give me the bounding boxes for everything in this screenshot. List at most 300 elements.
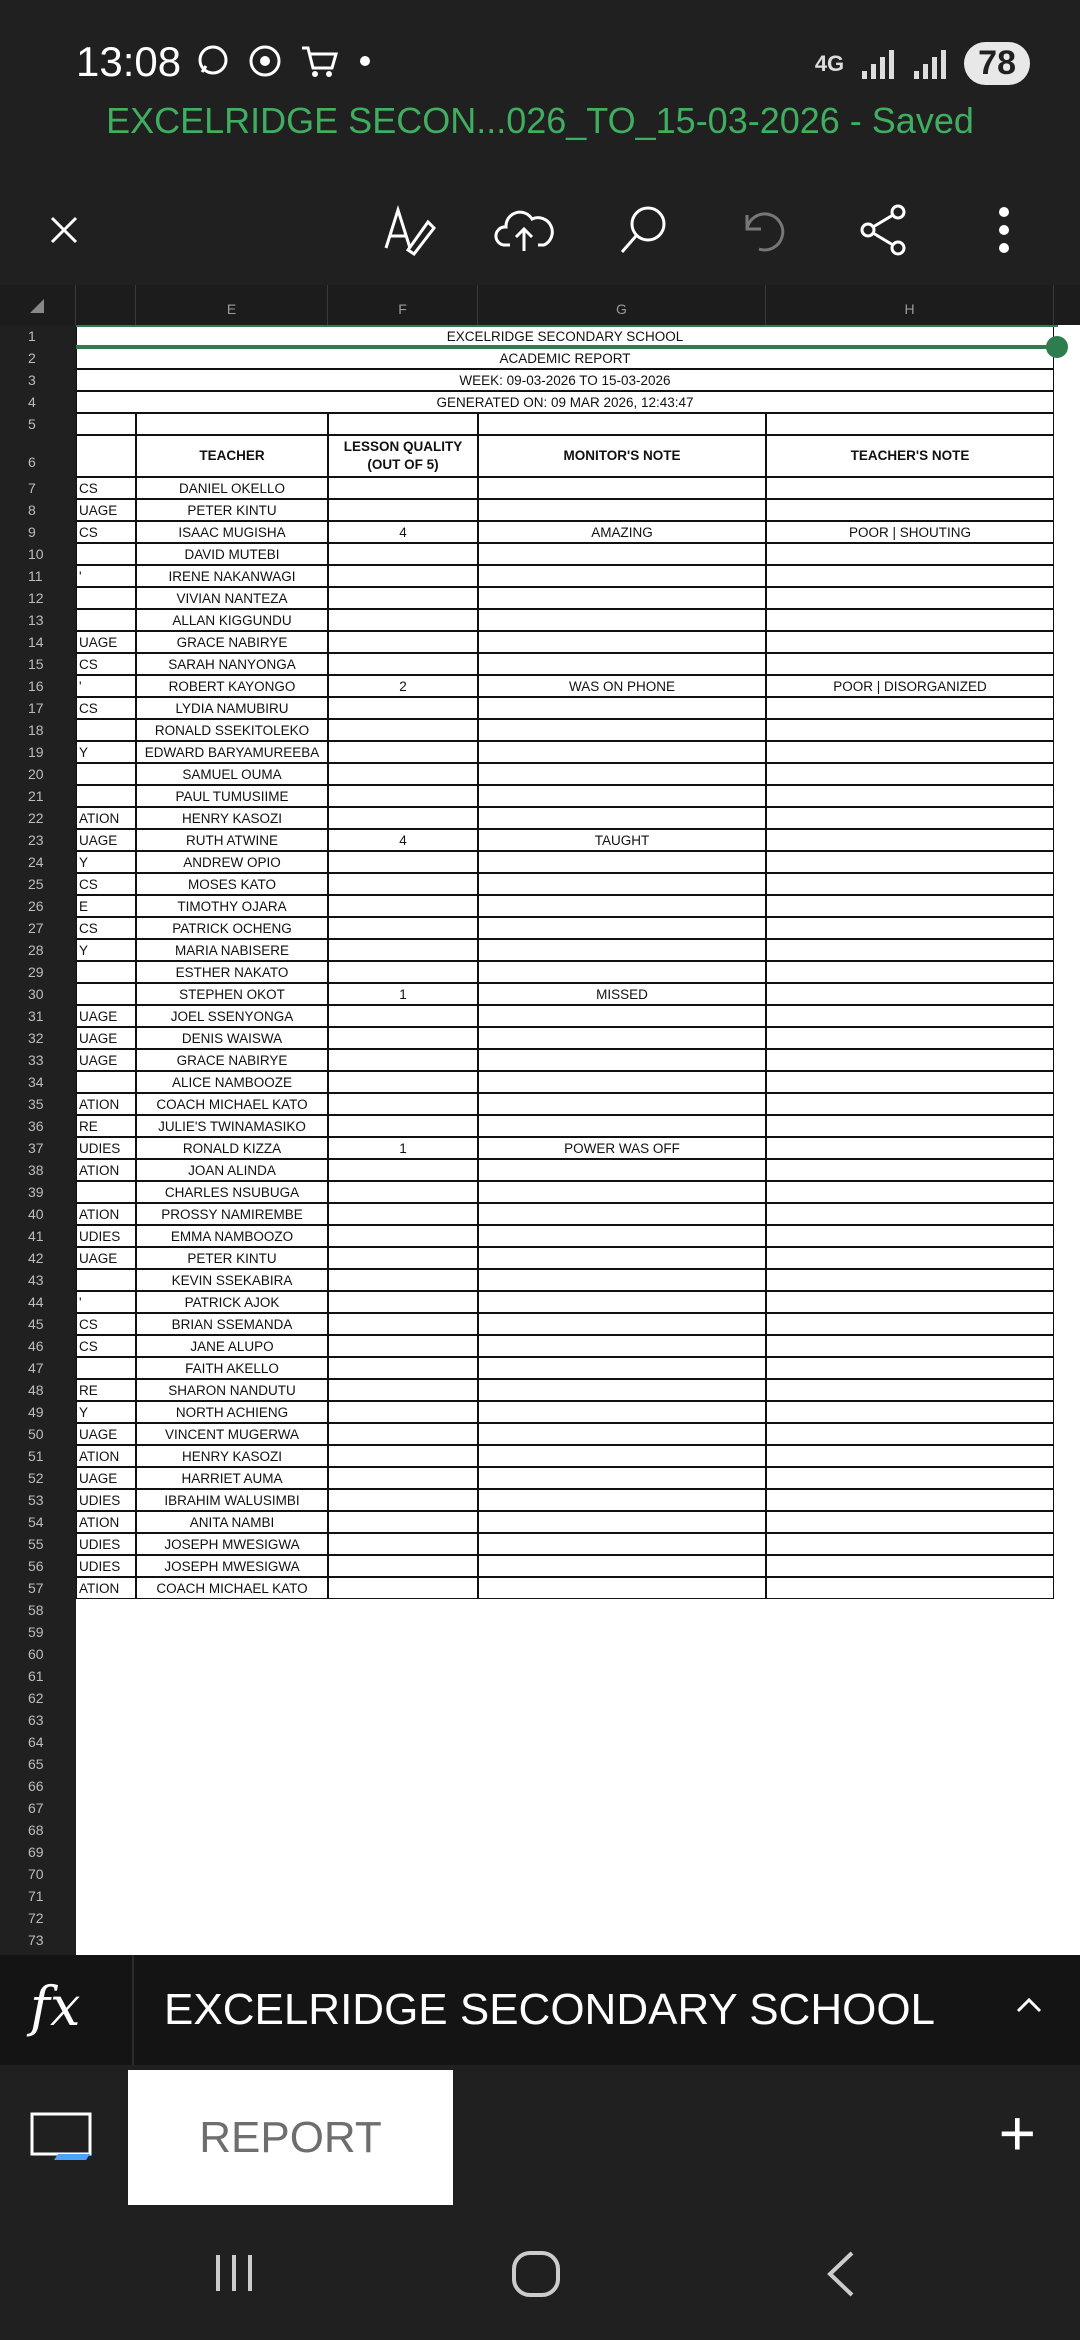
cell-subject[interactable] [76, 1071, 136, 1093]
cell-teacher-note[interactable] [766, 873, 1054, 895]
cell-teacher[interactable]: VIVIAN NANTEZA [136, 587, 328, 609]
cell-teacher-note[interactable] [766, 807, 1054, 829]
row-header[interactable]: 66 [28, 1778, 44, 1794]
cell-lesson-quality[interactable] [328, 1467, 478, 1489]
cell-teacher[interactable]: PATRICK OCHENG [136, 917, 328, 939]
cell-teacher-note[interactable] [766, 1137, 1054, 1159]
row-header[interactable]: 19 [28, 744, 44, 760]
cell-monitor-note[interactable] [478, 1247, 766, 1269]
cell-teacher-note[interactable] [766, 917, 1054, 939]
cell-subject[interactable] [76, 609, 136, 631]
cell-subject[interactable] [76, 587, 136, 609]
search-button[interactable] [604, 190, 684, 270]
row-header[interactable]: 29 [28, 964, 44, 980]
row-header[interactable]: 34 [28, 1074, 44, 1090]
cell-teacher[interactable]: IBRAHIM WALUSIMBI [136, 1489, 328, 1511]
cell-empty[interactable] [76, 413, 136, 435]
cell-subject[interactable]: CS [76, 697, 136, 719]
column-header-f[interactable]: F [328, 285, 478, 325]
cell-teacher[interactable]: NORTH ACHIENG [136, 1401, 328, 1423]
sheets-view-icon[interactable] [30, 2110, 94, 2166]
cell-monitor-note[interactable] [478, 1159, 766, 1181]
row-header[interactable]: 17 [28, 700, 44, 716]
row-header[interactable]: 64 [28, 1734, 44, 1750]
cell-lesson-quality[interactable] [328, 1071, 478, 1093]
cell-teacher-note[interactable] [766, 961, 1054, 983]
cell-teacher[interactable]: JOAN ALINDA [136, 1159, 328, 1181]
cell-subject[interactable] [76, 543, 136, 565]
cell-subject[interactable]: Y [76, 851, 136, 873]
cell-monitor-note[interactable] [478, 1225, 766, 1247]
row-header[interactable]: 65 [28, 1756, 44, 1772]
cell-teacher-note[interactable] [766, 1511, 1054, 1533]
cell-teacher[interactable]: PROSSY NAMIREMBE [136, 1203, 328, 1225]
cell-monitor-note[interactable] [478, 1291, 766, 1313]
cell-lesson-quality[interactable] [328, 587, 478, 609]
cell-lesson-quality[interactable] [328, 1093, 478, 1115]
cell-teacher-note[interactable] [766, 1093, 1054, 1115]
sheet-tab-report[interactable]: REPORT [128, 2070, 453, 2205]
row-header[interactable]: 37 [28, 1140, 44, 1156]
cell-teacher-note[interactable] [766, 1071, 1054, 1093]
cell-monitor-note[interactable] [478, 499, 766, 521]
cell-monitor-note[interactable]: WAS ON PHONE [478, 675, 766, 697]
row-header[interactable]: 23 [28, 832, 44, 848]
cell-subject[interactable]: RE [76, 1379, 136, 1401]
selection-handle[interactable] [1046, 336, 1068, 358]
row-header[interactable]: 33 [28, 1052, 44, 1068]
cell-teacher[interactable]: SARAH NANYONGA [136, 653, 328, 675]
cell-lesson-quality[interactable] [328, 499, 478, 521]
cell-subject[interactable]: Y [76, 939, 136, 961]
cell-subject[interactable]: CS [76, 1313, 136, 1335]
cell-subject[interactable]: ATION [76, 1159, 136, 1181]
row-header[interactable]: 52 [28, 1470, 44, 1486]
cell-subject[interactable]: ' [76, 565, 136, 587]
cell-monitor-note[interactable] [478, 917, 766, 939]
cell-lesson-quality[interactable] [328, 1357, 478, 1379]
row-header[interactable]: 58 [28, 1602, 44, 1618]
cell-lesson-quality[interactable] [328, 1181, 478, 1203]
cell-monitor-note[interactable] [478, 631, 766, 653]
cell-teacher[interactable]: KEVIN SSEKABIRA [136, 1269, 328, 1291]
cell-subject[interactable]: ATION [76, 1577, 136, 1599]
cell-teacher-note[interactable] [766, 1379, 1054, 1401]
cell-subject[interactable]: ' [76, 1291, 136, 1313]
row-header[interactable]: 30 [28, 986, 44, 1002]
cell-monitor-note[interactable] [478, 1335, 766, 1357]
cell-monitor-note[interactable] [478, 1401, 766, 1423]
cell-lesson-quality[interactable] [328, 939, 478, 961]
cell-monitor-note[interactable] [478, 1467, 766, 1489]
cell-subject[interactable]: UAGE [76, 1467, 136, 1489]
cell-subject[interactable]: UAGE [76, 499, 136, 521]
row-header[interactable]: 47 [28, 1360, 44, 1376]
cell-teacher[interactable]: RONALD SSEKITOLEKO [136, 719, 328, 741]
cell-teacher-note[interactable] [766, 499, 1054, 521]
cell-teacher[interactable]: CHARLES NSUBUGA [136, 1181, 328, 1203]
row-header[interactable]: 11 [28, 568, 43, 584]
cell-monitor-note[interactable]: TAUGHT [478, 829, 766, 851]
row-header[interactable]: 50 [28, 1426, 44, 1442]
cell-teacher[interactable]: DENIS WAISWA [136, 1027, 328, 1049]
column-header-h[interactable]: H [766, 285, 1054, 325]
cell-empty[interactable] [328, 413, 478, 435]
cell-teacher[interactable]: JOSEPH MWESIGWA [136, 1555, 328, 1577]
cell-teacher-note[interactable] [766, 543, 1054, 565]
cell-teacher[interactable]: ROBERT KAYONGO [136, 675, 328, 697]
cell-lesson-quality[interactable] [328, 1445, 478, 1467]
cell-teacher-note[interactable] [766, 609, 1054, 631]
cell-report-title[interactable]: ACADEMIC REPORT [76, 347, 1054, 369]
cell-monitor-note[interactable] [478, 1533, 766, 1555]
cell-teacher[interactable]: HARRIET AUMA [136, 1467, 328, 1489]
cell-teacher-note[interactable] [766, 1445, 1054, 1467]
cell-teacher[interactable]: PETER KINTU [136, 499, 328, 521]
cell-subject[interactable]: UAGE [76, 1423, 136, 1445]
cell-subject[interactable]: UAGE [76, 829, 136, 851]
cell-lesson-quality[interactable] [328, 895, 478, 917]
cell-lesson-quality[interactable] [328, 1005, 478, 1027]
cell-monitor-note[interactable] [478, 587, 766, 609]
cell-teacher-note[interactable] [766, 1533, 1054, 1555]
header-subject-partial[interactable] [76, 435, 136, 477]
cell-monitor-note[interactable] [478, 1379, 766, 1401]
cell-lesson-quality[interactable] [328, 1379, 478, 1401]
cell-subject[interactable]: CS [76, 873, 136, 895]
cell-teacher[interactable]: IRENE NAKANWAGI [136, 565, 328, 587]
cell-lesson-quality[interactable] [328, 785, 478, 807]
more-button[interactable] [964, 190, 1044, 270]
row-header[interactable]: 53 [28, 1492, 44, 1508]
cell-teacher[interactable]: LYDIA NAMUBIRU [136, 697, 328, 719]
cell-subject[interactable] [76, 1181, 136, 1203]
row-header[interactable]: 71 [28, 1888, 44, 1904]
cell-subject[interactable] [76, 1269, 136, 1291]
row-header[interactable]: 16 [28, 678, 44, 694]
recent-apps-icon[interactable] [212, 2251, 256, 2295]
cell-teacher-note[interactable] [766, 1181, 1054, 1203]
chevron-up-icon[interactable] [1014, 1995, 1044, 2015]
row-header[interactable]: 67 [28, 1800, 44, 1816]
cell-teacher[interactable]: FAITH AKELLO [136, 1357, 328, 1379]
cell-lesson-quality[interactable] [328, 1159, 478, 1181]
cell-lesson-quality[interactable] [328, 1313, 478, 1335]
cell-subject[interactable] [76, 719, 136, 741]
cell-teacher[interactable]: DANIEL OKELLO [136, 477, 328, 499]
cell-lesson-quality[interactable] [328, 961, 478, 983]
cell-monitor-note[interactable] [478, 1577, 766, 1599]
spreadsheet[interactable] [0, 285, 1080, 1955]
cell-subject[interactable] [76, 763, 136, 785]
cell-teacher-note[interactable] [766, 741, 1054, 763]
row-header[interactable]: 45 [28, 1316, 44, 1332]
row-header[interactable]: 14 [28, 634, 44, 650]
cell-teacher-note[interactable] [766, 477, 1054, 499]
column-header-d-tail[interactable] [76, 285, 136, 325]
cell-lesson-quality[interactable] [328, 1555, 478, 1577]
cell-teacher-note[interactable] [766, 1313, 1054, 1335]
cell-subject[interactable]: ATION [76, 1203, 136, 1225]
cell-lesson-quality[interactable]: 4 [328, 829, 478, 851]
cell-subject[interactable]: CS [76, 1335, 136, 1357]
header-teacher-note[interactable]: TEACHER'S NOTE [766, 435, 1054, 477]
cell-empty[interactable] [136, 413, 328, 435]
cell-monitor-note[interactable] [478, 873, 766, 895]
cell-teacher-note[interactable] [766, 1423, 1054, 1445]
header-lesson-quality[interactable]: LESSON QUALITY (OUT OF 5) [328, 435, 478, 477]
cell-monitor-note[interactable] [478, 543, 766, 565]
row-header[interactable]: 38 [28, 1162, 44, 1178]
cell-teacher[interactable]: ISAAC MUGISHA [136, 521, 328, 543]
cell-subject[interactable]: Y [76, 1401, 136, 1423]
cell-lesson-quality[interactable] [328, 1577, 478, 1599]
cell-teacher[interactable]: ESTHER NAKATO [136, 961, 328, 983]
cell-teacher[interactable]: HENRY KASOZI [136, 1445, 328, 1467]
row-header[interactable]: 8 [28, 502, 36, 518]
cell-teacher-note[interactable] [766, 1159, 1054, 1181]
cell-teacher[interactable]: EDWARD BARYAMUREEBA [136, 741, 328, 763]
cell-lesson-quality[interactable] [328, 1401, 478, 1423]
home-icon[interactable] [510, 2249, 562, 2299]
cell-subject[interactable]: ATION [76, 807, 136, 829]
cell-monitor-note[interactable] [478, 1489, 766, 1511]
row-header[interactable]: 12 [28, 590, 44, 606]
cell-lesson-quality[interactable]: 1 [328, 1137, 478, 1159]
cell-monitor-note[interactable] [478, 763, 766, 785]
cell-teacher-note[interactable] [766, 1247, 1054, 1269]
cell-subject[interactable]: UAGE [76, 631, 136, 653]
row-header[interactable]: 60 [28, 1646, 44, 1662]
cell-teacher-note[interactable] [766, 1467, 1054, 1489]
cell-teacher-note[interactable] [766, 1291, 1054, 1313]
row-header[interactable]: 18 [28, 722, 44, 738]
cell-monitor-note[interactable] [478, 1357, 766, 1379]
cell-teacher-note[interactable] [766, 1357, 1054, 1379]
cell-teacher-note[interactable] [766, 829, 1054, 851]
cell-teacher-note[interactable] [766, 1489, 1054, 1511]
cell-teacher-note[interactable] [766, 1335, 1054, 1357]
cell-monitor-note[interactable] [478, 1423, 766, 1445]
cell-teacher-note[interactable] [766, 1005, 1054, 1027]
row-header[interactable]: 7 [28, 480, 36, 496]
cell-monitor-note[interactable] [478, 1269, 766, 1291]
cell-monitor-note[interactable] [478, 1093, 766, 1115]
cell-teacher[interactable]: ANDREW OPIO [136, 851, 328, 873]
cell-subject[interactable]: UAGE [76, 1005, 136, 1027]
cell-monitor-note[interactable] [478, 719, 766, 741]
cell-week[interactable]: WEEK: 09-03-2026 TO 15-03-2026 [76, 369, 1054, 391]
cell-monitor-note[interactable] [478, 785, 766, 807]
cell-teacher[interactable]: HENRY KASOZI [136, 807, 328, 829]
cell-subject[interactable]: CS [76, 917, 136, 939]
row-header[interactable]: 63 [28, 1712, 44, 1728]
row-header[interactable]: 72 [28, 1910, 44, 1926]
row-header[interactable]: 20 [28, 766, 44, 782]
cell-teacher-note[interactable] [766, 1115, 1054, 1137]
cell-subject[interactable]: ATION [76, 1445, 136, 1467]
cell-teacher-note[interactable] [766, 1203, 1054, 1225]
row-header[interactable]: 57 [28, 1580, 44, 1596]
row-header[interactable]: 59 [28, 1624, 44, 1640]
cell-monitor-note[interactable] [478, 1181, 766, 1203]
cell-teacher[interactable]: ANITA NAMBI [136, 1511, 328, 1533]
cell-teacher[interactable]: SAMUEL OUMA [136, 763, 328, 785]
row-header[interactable]: 49 [28, 1404, 44, 1420]
row-header[interactable]: 43 [28, 1272, 44, 1288]
cell-lesson-quality[interactable] [328, 741, 478, 763]
cell-lesson-quality[interactable] [328, 1049, 478, 1071]
cell-lesson-quality[interactable] [328, 1291, 478, 1313]
cell-teacher-note[interactable]: POOR | DISORGANIZED [766, 675, 1054, 697]
cell-lesson-quality[interactable] [328, 1247, 478, 1269]
cell-subject[interactable]: UDIES [76, 1225, 136, 1247]
cell-lesson-quality[interactable] [328, 697, 478, 719]
row-header[interactable]: 70 [28, 1866, 44, 1882]
cell-teacher[interactable]: PETER KINTU [136, 1247, 328, 1269]
row-header[interactable]: 27 [28, 920, 44, 936]
row-header[interactable]: 73 [28, 1932, 44, 1948]
cell-subject[interactable]: UDIES [76, 1555, 136, 1577]
cell-subject[interactable]: CS [76, 653, 136, 675]
cell-teacher[interactable]: GRACE NABIRYE [136, 1049, 328, 1071]
cell-lesson-quality[interactable] [328, 1027, 478, 1049]
cell-lesson-quality[interactable] [328, 1115, 478, 1137]
cell-lesson-quality[interactable] [328, 873, 478, 895]
column-header-g[interactable]: G [478, 285, 766, 325]
row-header[interactable]: 13 [28, 612, 44, 628]
cell-subject[interactable]: UDIES [76, 1137, 136, 1159]
cell-monitor-note[interactable] [478, 1511, 766, 1533]
draw-button[interactable] [368, 190, 448, 270]
cell-teacher[interactable]: JOEL SSENYONGA [136, 1005, 328, 1027]
cell-monitor-note[interactable] [478, 851, 766, 873]
cell-empty[interactable] [478, 413, 766, 435]
row-header[interactable]: 42 [28, 1250, 44, 1266]
cell-lesson-quality[interactable] [328, 477, 478, 499]
cell-teacher[interactable]: RONALD KIZZA [136, 1137, 328, 1159]
cell-teacher[interactable]: PATRICK AJOK [136, 1291, 328, 1313]
cell-teacher[interactable]: GRACE NABIRYE [136, 631, 328, 653]
row-header[interactable]: 5 [28, 416, 36, 432]
cell-teacher[interactable]: STEPHEN OKOT [136, 983, 328, 1005]
row-header[interactable]: 15 [28, 656, 44, 672]
cell-lesson-quality[interactable] [328, 917, 478, 939]
cell-subject[interactable]: CS [76, 521, 136, 543]
cell-subject[interactable]: UDIES [76, 1489, 136, 1511]
cell-subject[interactable]: E [76, 895, 136, 917]
cell-teacher-note[interactable] [766, 1027, 1054, 1049]
cell-teacher[interactable]: PAUL TUMUSIIME [136, 785, 328, 807]
cell-lesson-quality[interactable]: 4 [328, 521, 478, 543]
formula-input[interactable]: EXCELRIDGE SECONDARY SCHOOL [164, 1985, 936, 2034]
row-header[interactable]: 26 [28, 898, 44, 914]
upload-button[interactable] [484, 190, 564, 270]
cell-lesson-quality[interactable] [328, 1269, 478, 1291]
row-header[interactable]: 21 [28, 788, 44, 804]
cell-monitor-note[interactable] [478, 807, 766, 829]
cell-monitor-note[interactable]: AMAZING [478, 521, 766, 543]
column-header-d[interactable] [0, 285, 76, 325]
row-header[interactable]: 54 [28, 1514, 44, 1530]
cell-teacher-note[interactable]: POOR | SHOUTING [766, 521, 1054, 543]
cell-teacher[interactable]: ALLAN KIGGUNDU [136, 609, 328, 631]
cell-lesson-quality[interactable] [328, 631, 478, 653]
formula-bar[interactable] [0, 1955, 1080, 2065]
row-header[interactable]: 25 [28, 876, 44, 892]
cell-teacher[interactable]: JANE ALUPO [136, 1335, 328, 1357]
cell-teacher[interactable]: RUTH ATWINE [136, 829, 328, 851]
cell-teacher-note[interactable] [766, 1555, 1054, 1577]
row-header[interactable]: 31 [28, 1008, 44, 1024]
row-header[interactable]: 61 [28, 1668, 44, 1684]
cell-monitor-note[interactable] [478, 1005, 766, 1027]
cell-teacher-note[interactable] [766, 653, 1054, 675]
cell-subject[interactable]: UAGE [76, 1027, 136, 1049]
cell-teacher-note[interactable] [766, 631, 1054, 653]
cell-lesson-quality[interactable] [328, 807, 478, 829]
cell-monitor-note[interactable] [478, 895, 766, 917]
row-header[interactable]: 3 [28, 372, 36, 388]
row-header[interactable]: 35 [28, 1096, 44, 1112]
cell-teacher[interactable]: SHARON NANDUTU [136, 1379, 328, 1401]
cell-monitor-note[interactable] [478, 1313, 766, 1335]
row-header[interactable]: 9 [28, 524, 36, 540]
cell-lesson-quality[interactable] [328, 1511, 478, 1533]
cell-monitor-note[interactable] [478, 1049, 766, 1071]
cell-lesson-quality[interactable] [328, 1489, 478, 1511]
cell-subject[interactable]: UAGE [76, 1247, 136, 1269]
cell-subject[interactable] [76, 983, 136, 1005]
cell-lesson-quality[interactable]: 1 [328, 983, 478, 1005]
cell-lesson-quality[interactable] [328, 1225, 478, 1247]
cell-empty[interactable] [766, 413, 1054, 435]
cell-teacher-note[interactable] [766, 565, 1054, 587]
row-header[interactable]: 40 [28, 1206, 44, 1222]
row-header[interactable]: 41 [28, 1228, 44, 1244]
cell-subject[interactable]: UAGE [76, 1049, 136, 1071]
row-header[interactable]: 46 [28, 1338, 44, 1354]
row-header[interactable]: 10 [28, 546, 44, 562]
cell-monitor-note[interactable] [478, 741, 766, 763]
cell-teacher[interactable]: BRIAN SSEMANDA [136, 1313, 328, 1335]
cell-subject[interactable]: UDIES [76, 1533, 136, 1555]
header-teacher[interactable]: TEACHER [136, 435, 328, 477]
cell-teacher-note[interactable] [766, 983, 1054, 1005]
cell-teacher[interactable]: MARIA NABISERE [136, 939, 328, 961]
row-header[interactable]: 24 [28, 854, 44, 870]
cell-subject[interactable]: ' [76, 675, 136, 697]
cell-teacher-note[interactable] [766, 697, 1054, 719]
header-monitor-note[interactable]: MONITOR'S NOTE [478, 435, 766, 477]
row-header[interactable]: 22 [28, 810, 44, 826]
cell-lesson-quality[interactable] [328, 1203, 478, 1225]
cell-monitor-note[interactable] [478, 1445, 766, 1467]
row-header[interactable]: 44 [28, 1294, 44, 1310]
cell-subject[interactable] [76, 785, 136, 807]
cell-monitor-note[interactable] [478, 1071, 766, 1093]
cell-monitor-note[interactable] [478, 1115, 766, 1137]
cell-subject[interactable]: Y [76, 741, 136, 763]
cell-monitor-note[interactable]: POWER WAS OFF [478, 1137, 766, 1159]
cell-lesson-quality[interactable] [328, 543, 478, 565]
cell-teacher-note[interactable] [766, 785, 1054, 807]
add-sheet-button[interactable]: + [998, 2097, 1036, 2169]
cell-grid[interactable] [76, 325, 1080, 1955]
back-icon[interactable] [822, 2249, 858, 2299]
cell-lesson-quality[interactable] [328, 653, 478, 675]
cell-monitor-note[interactable] [478, 1555, 766, 1577]
